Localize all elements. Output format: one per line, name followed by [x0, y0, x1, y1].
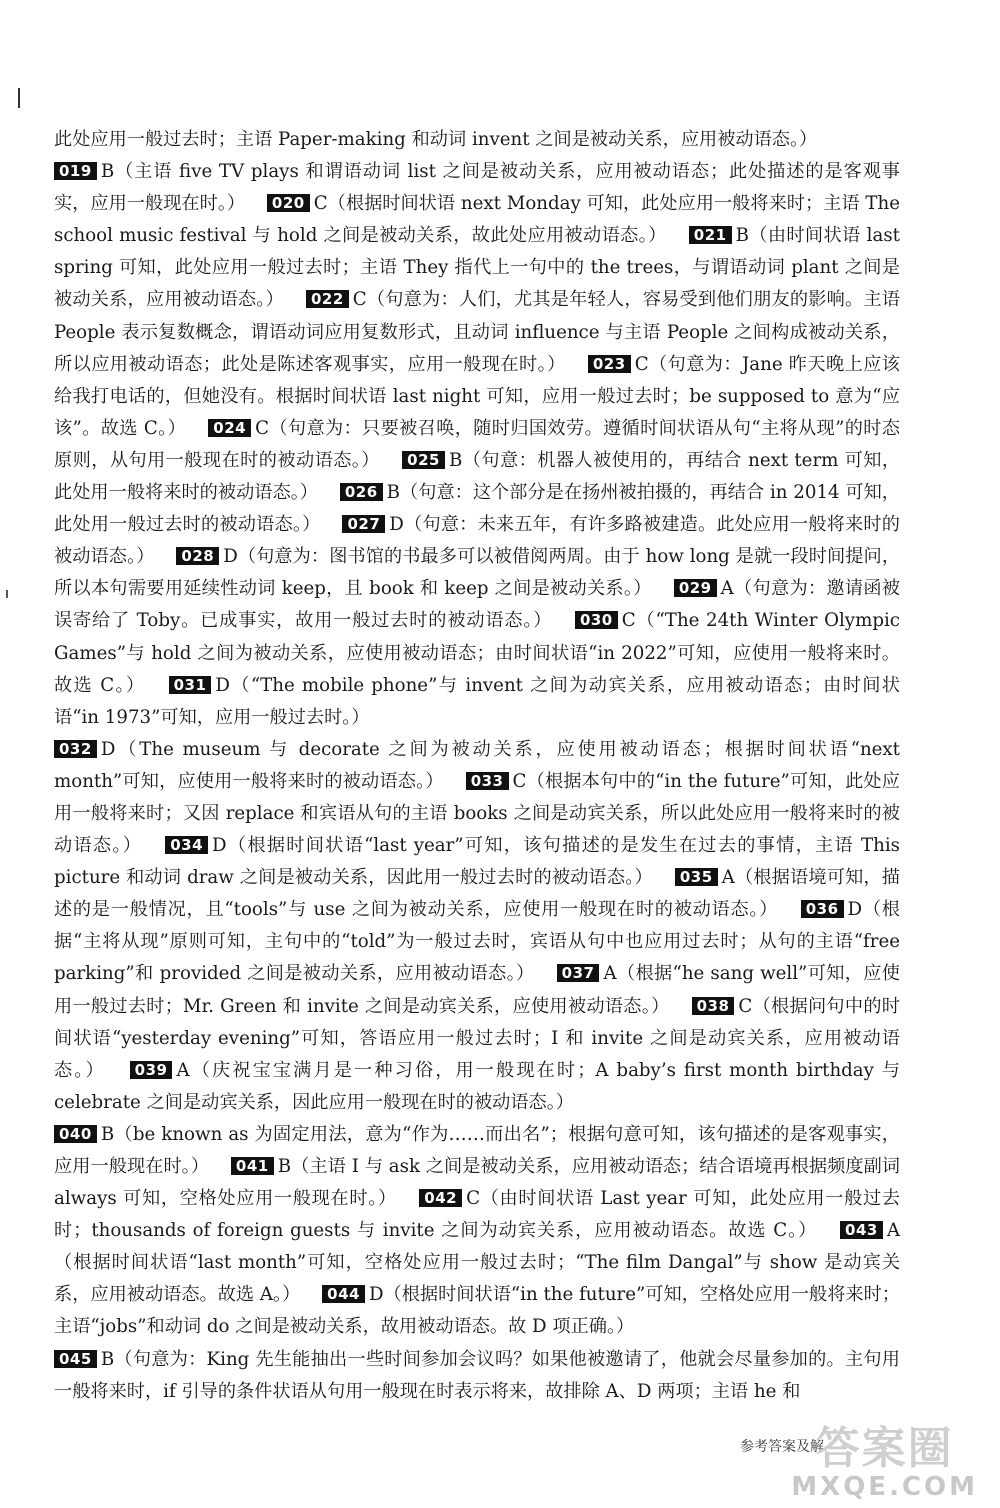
answer-explanation: D（根据时间状语“in the future”可知，空格处应用一般将来时；主语“jobs”和动词 do 之间是被动关系，故用被动语态。故 D 项正确。）	[54, 1284, 900, 1338]
answer-explanation: C（根据问句中的时间状语“yesterday evening”可知，答语应用一般过去时；I 和 invite 之间是动宾关系，应用被动语态。）	[54, 995, 900, 1081]
answer-explanation: C（句意为：人们，尤其是年轻人，容易受到他们朋友的影响。主语 People 表示复数概念，谓语动词应用复数形式，且动词 influence 与主语 People 之间构成被动关系，所以应用被动语态；此处是陈述客观事实，应用一般现在时。）	[54, 289, 900, 375]
question-number-badge: 019	[54, 162, 97, 180]
answer-explanation: D（句意：未来五年，有许多路被建造。此处应用一般将来时的被动语态。）	[54, 514, 900, 568]
question-number-badge: 042	[419, 1189, 462, 1207]
question-number-badge: 032	[54, 740, 97, 758]
question-number-badge: 038	[692, 997, 735, 1015]
watermark-logo	[791, 1412, 978, 1502]
answer-explanation: D（句意为：图书馆的书最多可以被借阅两周。由于 how long 是就一段时间提问，所以本句需要用延续性动词 keep，且 book 和 keep 之间是被动关系。）	[54, 546, 901, 600]
question-number-badge: 024	[208, 419, 251, 437]
intro-text: 此处应用一般过去时；主语 Paper-making 和动词 invent 之间是被动关系，应用被动语态。）	[54, 129, 818, 150]
question-number-badge: 041	[231, 1157, 274, 1175]
question-number-badge: 028	[176, 547, 219, 565]
question-number-badge: 025	[402, 451, 445, 469]
answer-text	[54, 124, 900, 1408]
question-number-badge: 029	[674, 579, 717, 597]
answer-explanation: B（由时间状语 last spring 可知，此处应用一般过去时；主语 They 指代上一句中的 the trees，与谓语动词 plant 之间是被动关系，应用被动语态。）	[54, 225, 900, 311]
question-number-badge: 030	[575, 611, 618, 629]
margin-mark	[6, 590, 8, 598]
question-number-badge: 035	[675, 868, 718, 886]
answer-explanation: C（根据本句中的“in the future”可知，此处应用一般将来时；又因 replace 和宾语从句的主语 books 之间是动宾关系，所以此处应用一般将来时的被动语态。）	[54, 770, 900, 857]
question-number-badge: 026	[340, 483, 383, 501]
question-number-badge: 031	[169, 676, 212, 694]
question-number-badge: 044	[322, 1285, 365, 1303]
answer-explanation: D（根据“主将从现”原则可知，主句中的“told”为一般过去时，宾语从句中也应用过去时；从句的主语“free parking”和 provided 之间是被动关系，应用被动语态。）	[54, 899, 900, 985]
question-number-badge: 020	[267, 194, 310, 212]
question-number-badge: 045	[54, 1350, 97, 1368]
answer-entry-039	[54, 1060, 900, 1113]
answer-explanation: C（句意为：Jane 昨天晚上应该给我打电话的，但她没有。根据时间状语 last night 可知，应用一般过去时；be supposed to 意为“应该”。故选 C。）	[54, 353, 900, 439]
answer-explanation: D（The museum 与 decorate 之间为被动关系，应使用被动语态；根据时间状语“next month”可知，应使用一般将来时的被动语态。）	[54, 738, 900, 792]
question-number-badge: 023	[588, 355, 631, 373]
question-number-badge: 022	[306, 290, 349, 308]
page-footer: 参考答案及解	[740, 1439, 824, 1455]
question-number-badge: 036	[801, 900, 844, 918]
answer-entry-031	[54, 675, 900, 728]
answer-explanation: A（根据“he sang well”可知，应使用一般过去时；Mr. Green 和 invite 之间是动宾关系，应使用被动语态。）	[54, 963, 900, 1017]
answer-explanation: A（根据时间状语“last month”可知，空格处应用一般过去时；“The film Dangal”与 show 是动宾关系，应用被动语态。故选 A。）	[54, 1220, 901, 1306]
question-number-badge: 039	[130, 1061, 173, 1079]
question-number-badge: 037	[557, 964, 600, 982]
answer-explanation: C（根据时间状语 next Monday 可知，此处应用一般将来时；主语 The school music festival 与 hold 之间是被动关系，故此处应用被动语态。）	[54, 193, 900, 247]
question-number-badge: 027	[342, 515, 385, 533]
answer-explanation: B（句意为：King 先生能抽出一些时间参加会议吗？如果他被邀请了，他就会尽量参加的。主句用一般将来时，if 引导的条件状语从句用一般现在时表示将来，故排除 A、D 两项；主语 he 和	[54, 1348, 900, 1402]
answer-explanation: B（句意：机器人被使用的，再结合 next term 可知，此处用一般将来时的被动语态。）	[54, 449, 901, 504]
question-number-badge: 033	[466, 772, 509, 790]
watermark-title: 答案圈	[815, 1423, 954, 1474]
answer-explanation: C（句意为：只要被召唤，随时归国效劳。遵循时间状语从句“主将从现”的时态原则，从句用一般现在时的被动语态。）	[54, 417, 900, 471]
question-number-badge: 043	[840, 1221, 883, 1239]
question-number-badge: 040	[54, 1125, 97, 1143]
watermark-url: MXQE.COM	[791, 1472, 978, 1502]
question-number-badge: 021	[689, 226, 732, 244]
answer-explanation: B（主语 I 与 ask 之间是被动关系，应用被动语态；结合语境再根据频度副词 always 可知，空格处应用一般现在时。）	[54, 1156, 900, 1210]
answer-explanation: A（根据语境可知，描述的是一般情况，且“tools”与 use 之间为被动关系，应使用一般现在时的被动语态。）	[54, 867, 900, 921]
answer-explanation: D（根据时间状语“last year”可知，该句描述的是发生在过去的事情，主语 This picture 和动词 draw 之间是被动关系，因此用一般过去时的被动语态。）	[54, 835, 900, 889]
answer-explanation: B（be known as 为固定用法，意为“作为……而出名”；根据句意可知，该句描述的是客观事实，应用一般现在时。）	[54, 1123, 900, 1177]
answer-explanation: B（句意：这个部分是在扬州被拍摄的，再结合 in 2014 可知，此处用一般过去时的被动语态。）	[54, 482, 900, 536]
answer-explanation: A（句意为：邀请函被误寄给了 Toby。已成事实，故用一般过去时的被动语态。）	[54, 578, 900, 632]
answer-explanation: C（由时间状语 Last year 可知，此处应用一般过去时；thousands of foreign guests 与 invite 之间为动宾关系，应用被动语态。故选 C。）	[54, 1188, 900, 1242]
page-edge-mark	[18, 88, 20, 108]
answer-explanation: D（“The mobile phone”与 invent 之间为动宾关系，应用被动语态；由时间状语“in 1973”可知，应用一般过去时。）	[54, 674, 900, 728]
answer-entry-045	[54, 1349, 900, 1402]
answer-explanation: A（庆祝宝宝满月是一种习俗，用一般现在时；A baby’s first month birthday 与 celebrate 之间是动宾关系，因此应用一般现在时的被动语态。）	[54, 1059, 900, 1113]
answer-explanation: C（“The 24th Winter Olympic Games”与 hold 之间为被动关系，应使用被动语态；由时间状语“in 2022”可知，应使用一般将来时。故选 C。）	[54, 610, 900, 696]
answer-explanation: B（主语 five TV plays 和谓语动词 list 之间是被动关系，应用被动语态；此处描述的是客观事实，应用一般现在时。）	[54, 161, 900, 215]
question-number-badge: 034	[165, 836, 208, 854]
